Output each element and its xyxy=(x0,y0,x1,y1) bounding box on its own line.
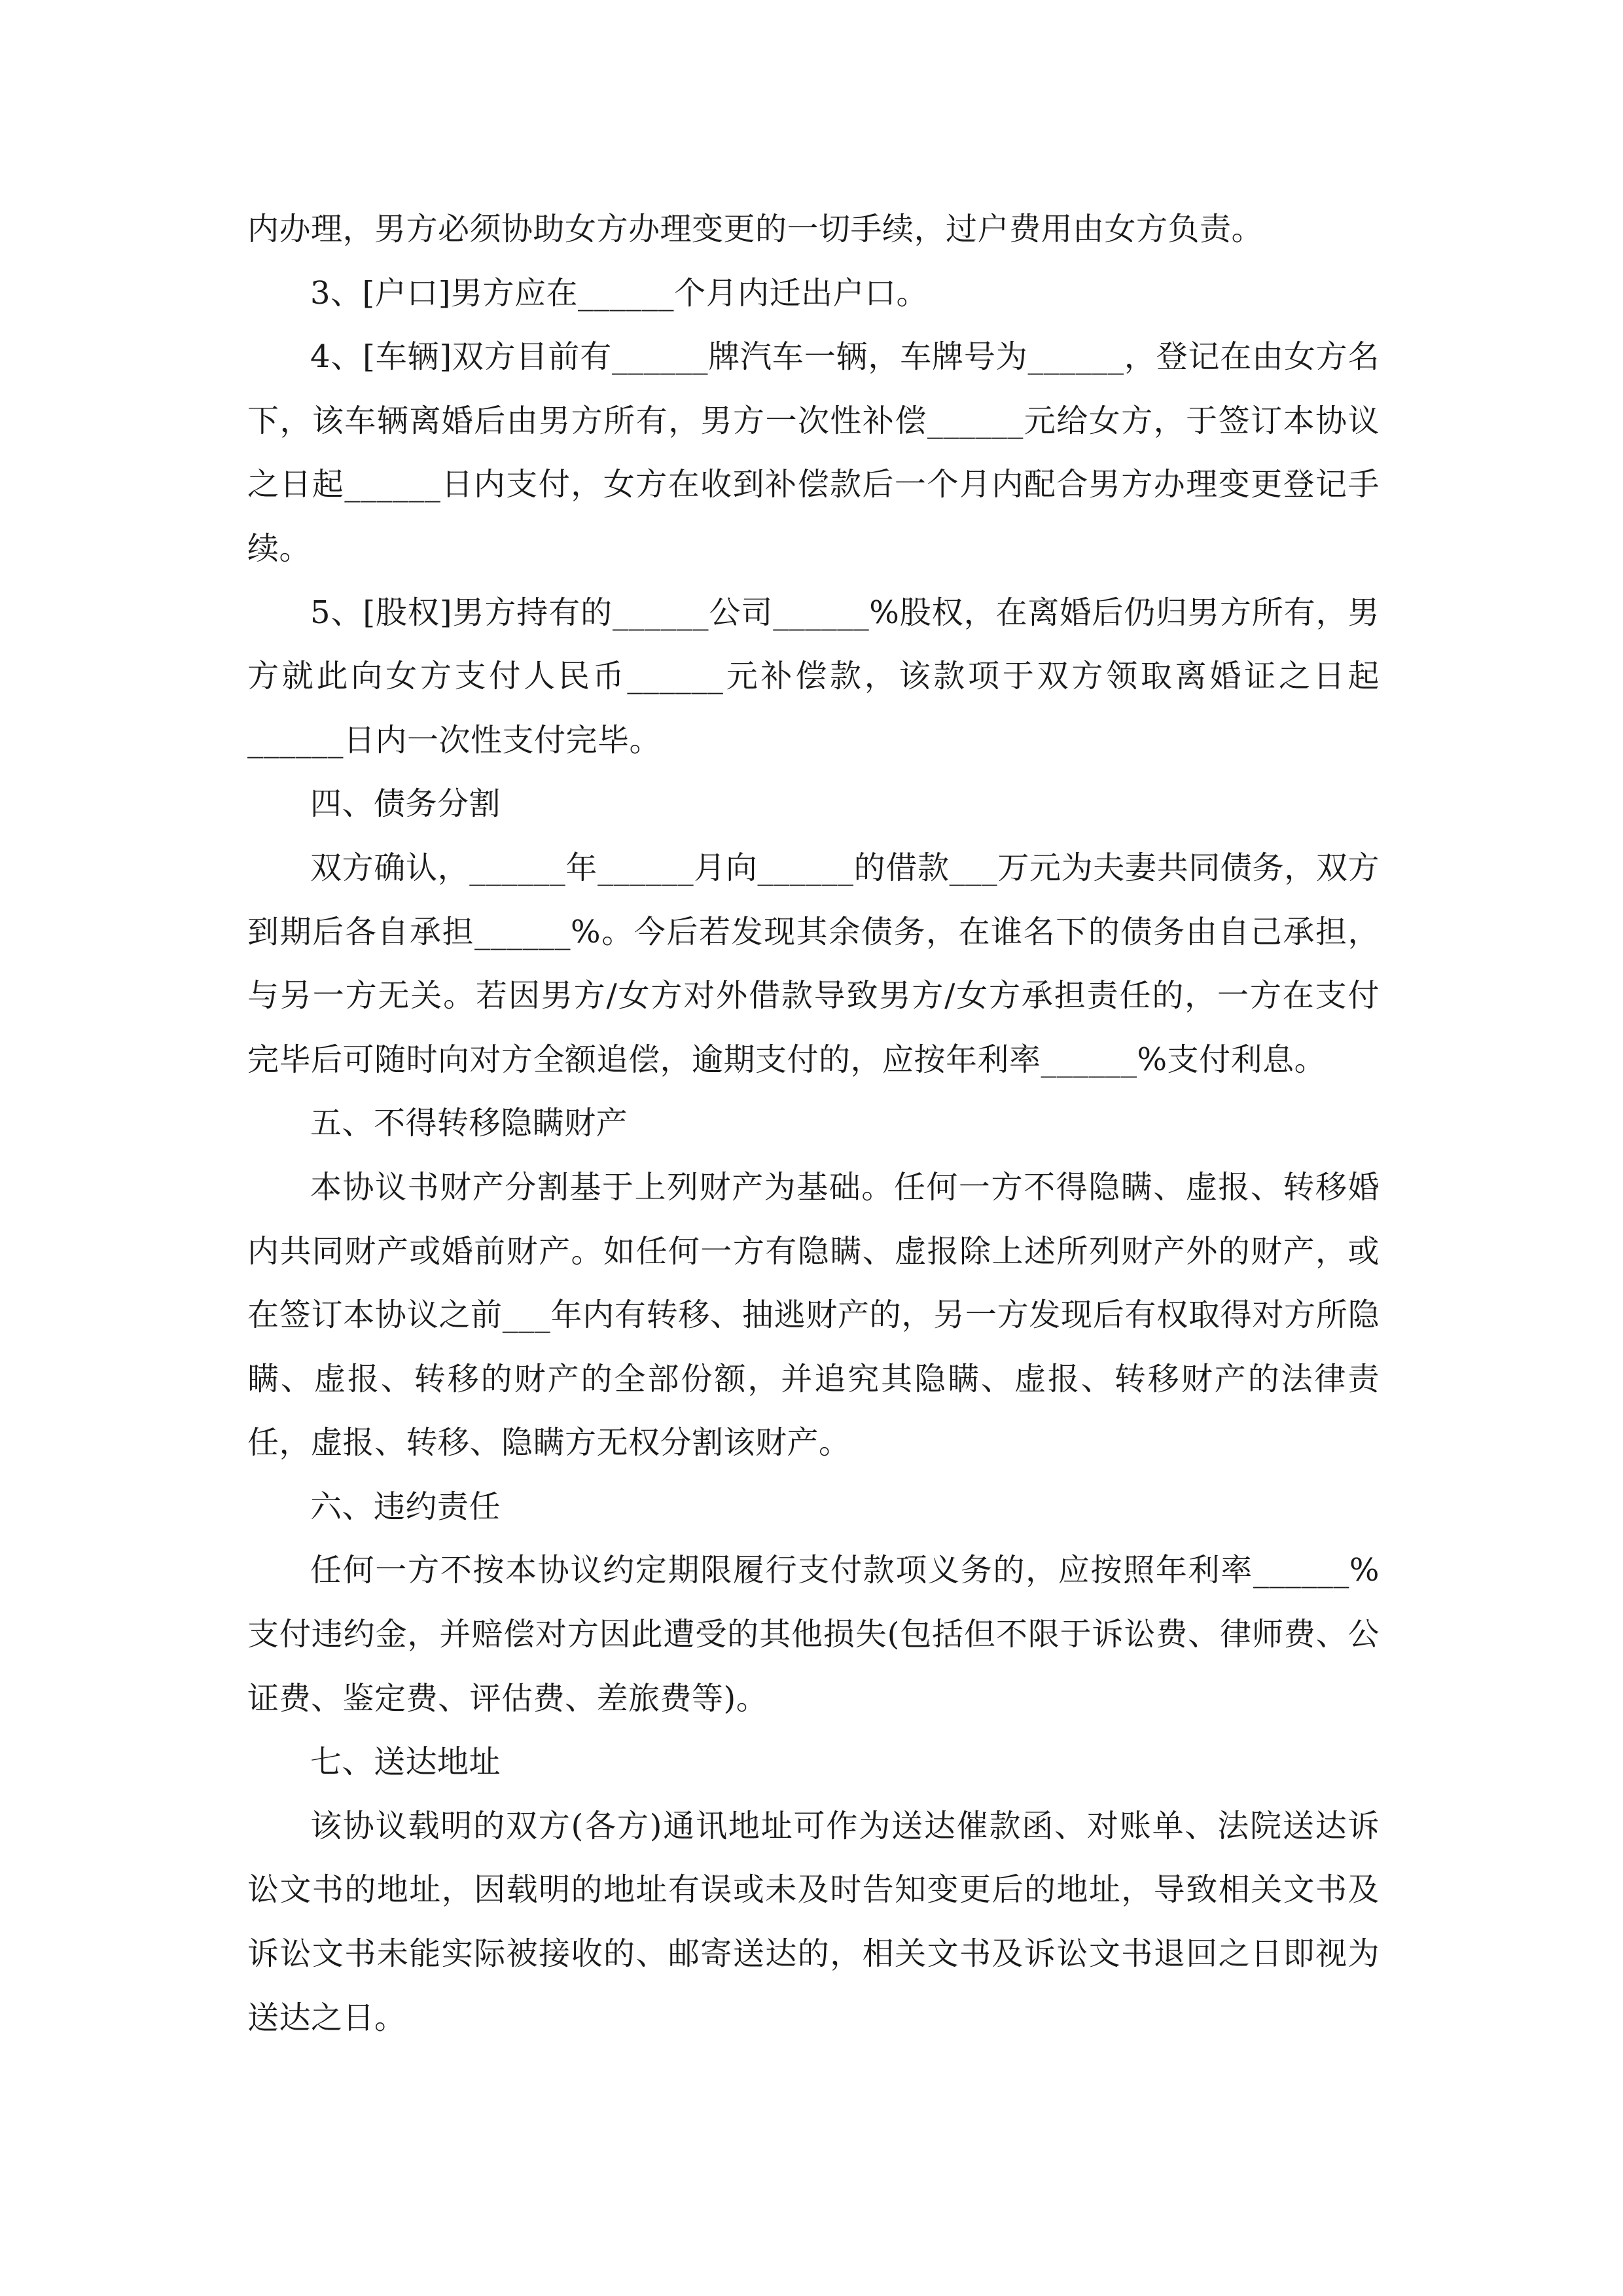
paragraph-equity: 5、[股权]男方持有的______公司______%股权，在离婚后仍归男方所有，男方就此向女方支付人民币______元补偿款，该款项于双方领取离婚证之日起______日内一次性支付完毕。 xyxy=(247,594,1380,759)
paragraph-debt: 双方确认，______年______月向______的借款___万元为夫妻共同债务，双方到期后各自承担______%。今后若发现其余债务，在谁名下的债务由自己承担，与另一方无关。若因男方/女方对外借款导致男方/女方承担责任的，一方在支付完毕后可随时向对方全额追偿，逾期支付的，应按年利率______%支付利息。 xyxy=(247,849,1380,1078)
paragraph-continuation: 内办理，男方必须协助女方办理变更的一切手续，过户费用由女方负责。 xyxy=(247,211,1264,247)
paragraph-hukou: 3、[户口]男方应在______个月内迁出户口。 xyxy=(310,274,928,312)
paragraph-service-address: 该协议载明的双方(各方)通讯地址可作为送达催款函、对账单、法院送达诉讼文书的地址，因载明的地址有误或未及时告知变更后的地址，导致相关文书及诉讼文书未能实际被接收的、邮寄送达的，相关文书及诉讼文书退回之日即视为送达之日。 xyxy=(247,1807,1380,2036)
document-body xyxy=(247,198,1380,2050)
section-heading-breach: 六、违约责任 xyxy=(310,1488,501,1525)
paragraph-no-concealment: 本协议书财产分割基于上列财产为基础。任何一方不得隐瞒、虚报、转移婚内共同财产或婚前财产。如任何一方有隐瞒、虚报除上述所列财产外的财产，或在签订本协议之前___年内有转移、抽逃财产的，另一方发现后有权取得对方所隐瞒、虚报、转移的财产的全部份额，并追究其隐瞒、虚报、转移财产的法律责任，虚报、转移、隐瞒方无权分割该财产。 xyxy=(247,1168,1380,1462)
section-heading-debt: 四、债务分割 xyxy=(310,785,501,823)
section-heading-service-address: 七、送达地址 xyxy=(310,1744,501,1781)
paragraph-vehicle: 4、[车辆]双方目前有______牌汽车一辆，车牌号为______，登记在由女方名下，该车辆离婚后由男方所有，男方一次性补偿______元给女方，于签订本协议之日起______日内支付，女方在收到补偿款后一个月内配合男方办理变更登记手续。 xyxy=(247,338,1380,567)
paragraph-breach: 任何一方不按本协议约定期限履行支付款项义务的，应按照年利率______%支付违约金，并赔偿对方因此遭受的其他损失(包括但不限于诉讼费、律师费、公证费、鉴定费、评估费、差旅费等)。 xyxy=(247,1552,1380,1717)
section-heading-no-concealment: 五、不得转移隐瞒财产 xyxy=(310,1105,628,1142)
